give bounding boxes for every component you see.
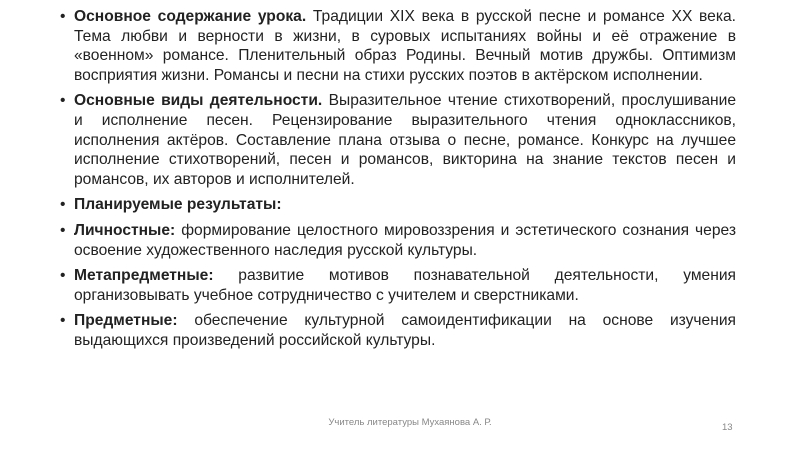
slide-footer: Учитель литературы Мухаянова А. Р. — [328, 417, 492, 428]
content-list — [60, 7, 736, 357]
bullet-icon: • — [60, 92, 66, 110]
item-text: Традиции XIX века в русской песне и романсе XX века. Тема любви и верности в жизни, в суровых испытаниях войны и её отражение в «военном» романсе. Пленительный образ Родины. Вечный мотив дружбы. Оптимизм восприятия жизни. Романсы и песни на стихи русских поэтов в актёрском исполнении. — [74, 8, 737, 84]
bullet-icon: • — [60, 8, 66, 25]
item-heading: Предметные: — [74, 312, 178, 330]
slide-number: 13 — [722, 422, 733, 433]
bullet-icon: • — [60, 196, 66, 214]
list-item-activities — [60, 91, 736, 189]
bullet-icon: • — [60, 221, 66, 239]
bullet-icon: • — [60, 267, 66, 285]
bullet-icon: • — [60, 312, 66, 330]
item-text: формирование целостного мировоззрения и эстетического сознания через освоение художественного наследия русской культуры. — [74, 221, 736, 259]
list-item-subject — [60, 311, 736, 350]
list-item-planned-results — [60, 195, 736, 215]
item-heading: Основные виды деятельности. — [74, 92, 323, 110]
item-text: Выразительное чтение стихотворений, прослушивание и исполнение песен. Рецензирование выразительного чтения одноклассников, исполнения актёров. Составление плана отзыва о песне, романсе. Конкурс на лучшее исполнение стихотворений, песен и романсов, викторина на знание текстов песен и романсов, их авторов и исполнителей. — [74, 92, 737, 188]
list-item-metasubject — [60, 266, 736, 305]
item-text: обеспечение культурной самоидентификации на основе изучения выдающихся произведений российской культуры. — [74, 312, 736, 349]
item-text: развитие мотивов познавательной деятельности, умения организовывать учебное сотрудничество с учителем и сверстниками. — [74, 267, 736, 304]
item-heading: Личностные: — [74, 221, 176, 239]
item-heading: Основное содержание урока. — [74, 8, 307, 25]
list-item-personal — [60, 221, 736, 260]
list-item-main-content — [60, 7, 736, 85]
item-heading: Планируемые результаты: — [74, 196, 282, 214]
item-heading: Метапредметные: — [74, 267, 214, 285]
